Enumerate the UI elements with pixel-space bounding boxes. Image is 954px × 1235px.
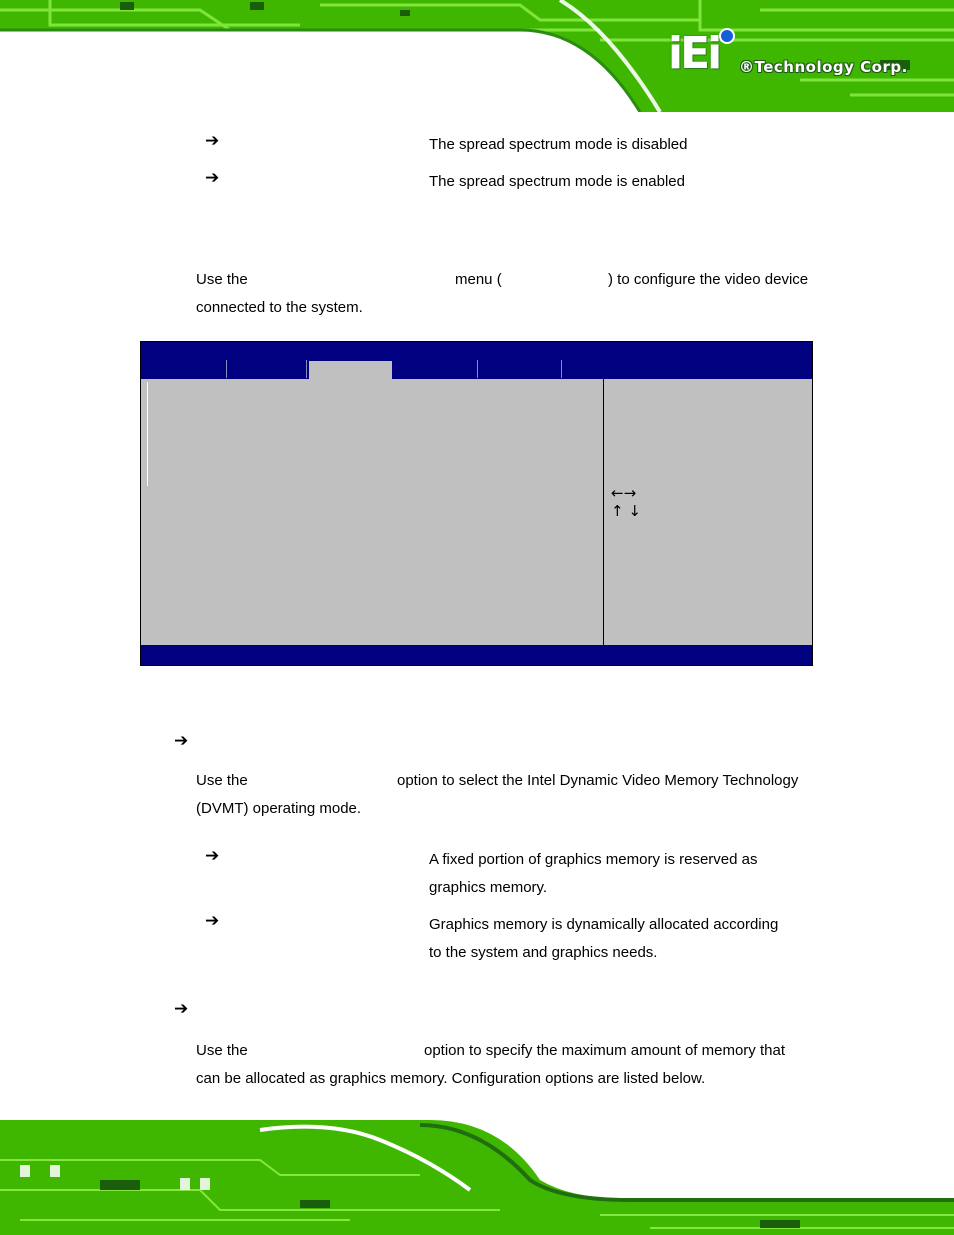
option-arrow-icon: ➔: [205, 846, 220, 866]
bios-status-bar: [141, 645, 812, 665]
option-description: A fixed portion of graphics memory is reserved as: [429, 851, 758, 868]
paragraph-text: ) to configure the video device: [608, 271, 809, 288]
option-description: The spread spectrum mode is disabled: [429, 136, 688, 153]
bios-help-panel: [611, 484, 641, 520]
paragraph-text: option to specify the maximum amount of memory that: [424, 1042, 785, 1059]
paragraph-text: can be allocated as graphics memory. Configuration options are listed below.: [196, 1070, 706, 1087]
up-down-arrow-icon: ↑ ↓: [611, 502, 641, 520]
paragraph-text: menu (: [455, 271, 502, 288]
section-arrow-icon: ➔: [174, 999, 189, 1019]
paragraph-text: Use the: [196, 271, 248, 288]
paragraph-text: connected to the system.: [196, 299, 363, 316]
option-description: Graphics memory is dynamically allocated according: [429, 916, 779, 933]
paragraph-text: Use the: [196, 772, 248, 789]
paragraph-text: Use the: [196, 1042, 248, 1059]
bios-screenshot: [140, 341, 813, 666]
bios-tab: [478, 360, 562, 378]
option-arrow-icon: ➔: [205, 911, 220, 931]
paragraph-text: (DVMT) operating mode.: [196, 800, 362, 817]
bios-tab: [392, 360, 478, 378]
bios-panel-edge: [147, 382, 148, 486]
logo-dot-icon: [719, 28, 735, 44]
option-arrow-icon: ➔: [205, 131, 220, 151]
paragraph-text: option to select the Intel Dynamic Video Memory Technology: [397, 772, 799, 789]
bios-panel-divider: [603, 379, 604, 647]
left-right-arrow-icon: ←→: [611, 484, 637, 502]
section-arrow-icon: ➔: [174, 731, 189, 751]
circuit-board-footer-graphic: [0, 1120, 954, 1235]
bios-tab: [143, 360, 227, 378]
bios-tab: [227, 360, 307, 378]
company-logo: [664, 26, 924, 86]
logo-mark: iEi: [668, 28, 720, 79]
header-banner: [0, 0, 954, 112]
logo-text: ®Technology Corp.: [739, 58, 908, 76]
option-description: to the system and graphics needs.: [429, 944, 658, 961]
footer-banner: [0, 1120, 954, 1235]
option-arrow-icon: ➔: [205, 168, 220, 188]
option-description: graphics memory.: [429, 879, 548, 896]
option-description: The spread spectrum mode is enabled: [429, 173, 685, 190]
bios-tab-active: [309, 361, 392, 379]
